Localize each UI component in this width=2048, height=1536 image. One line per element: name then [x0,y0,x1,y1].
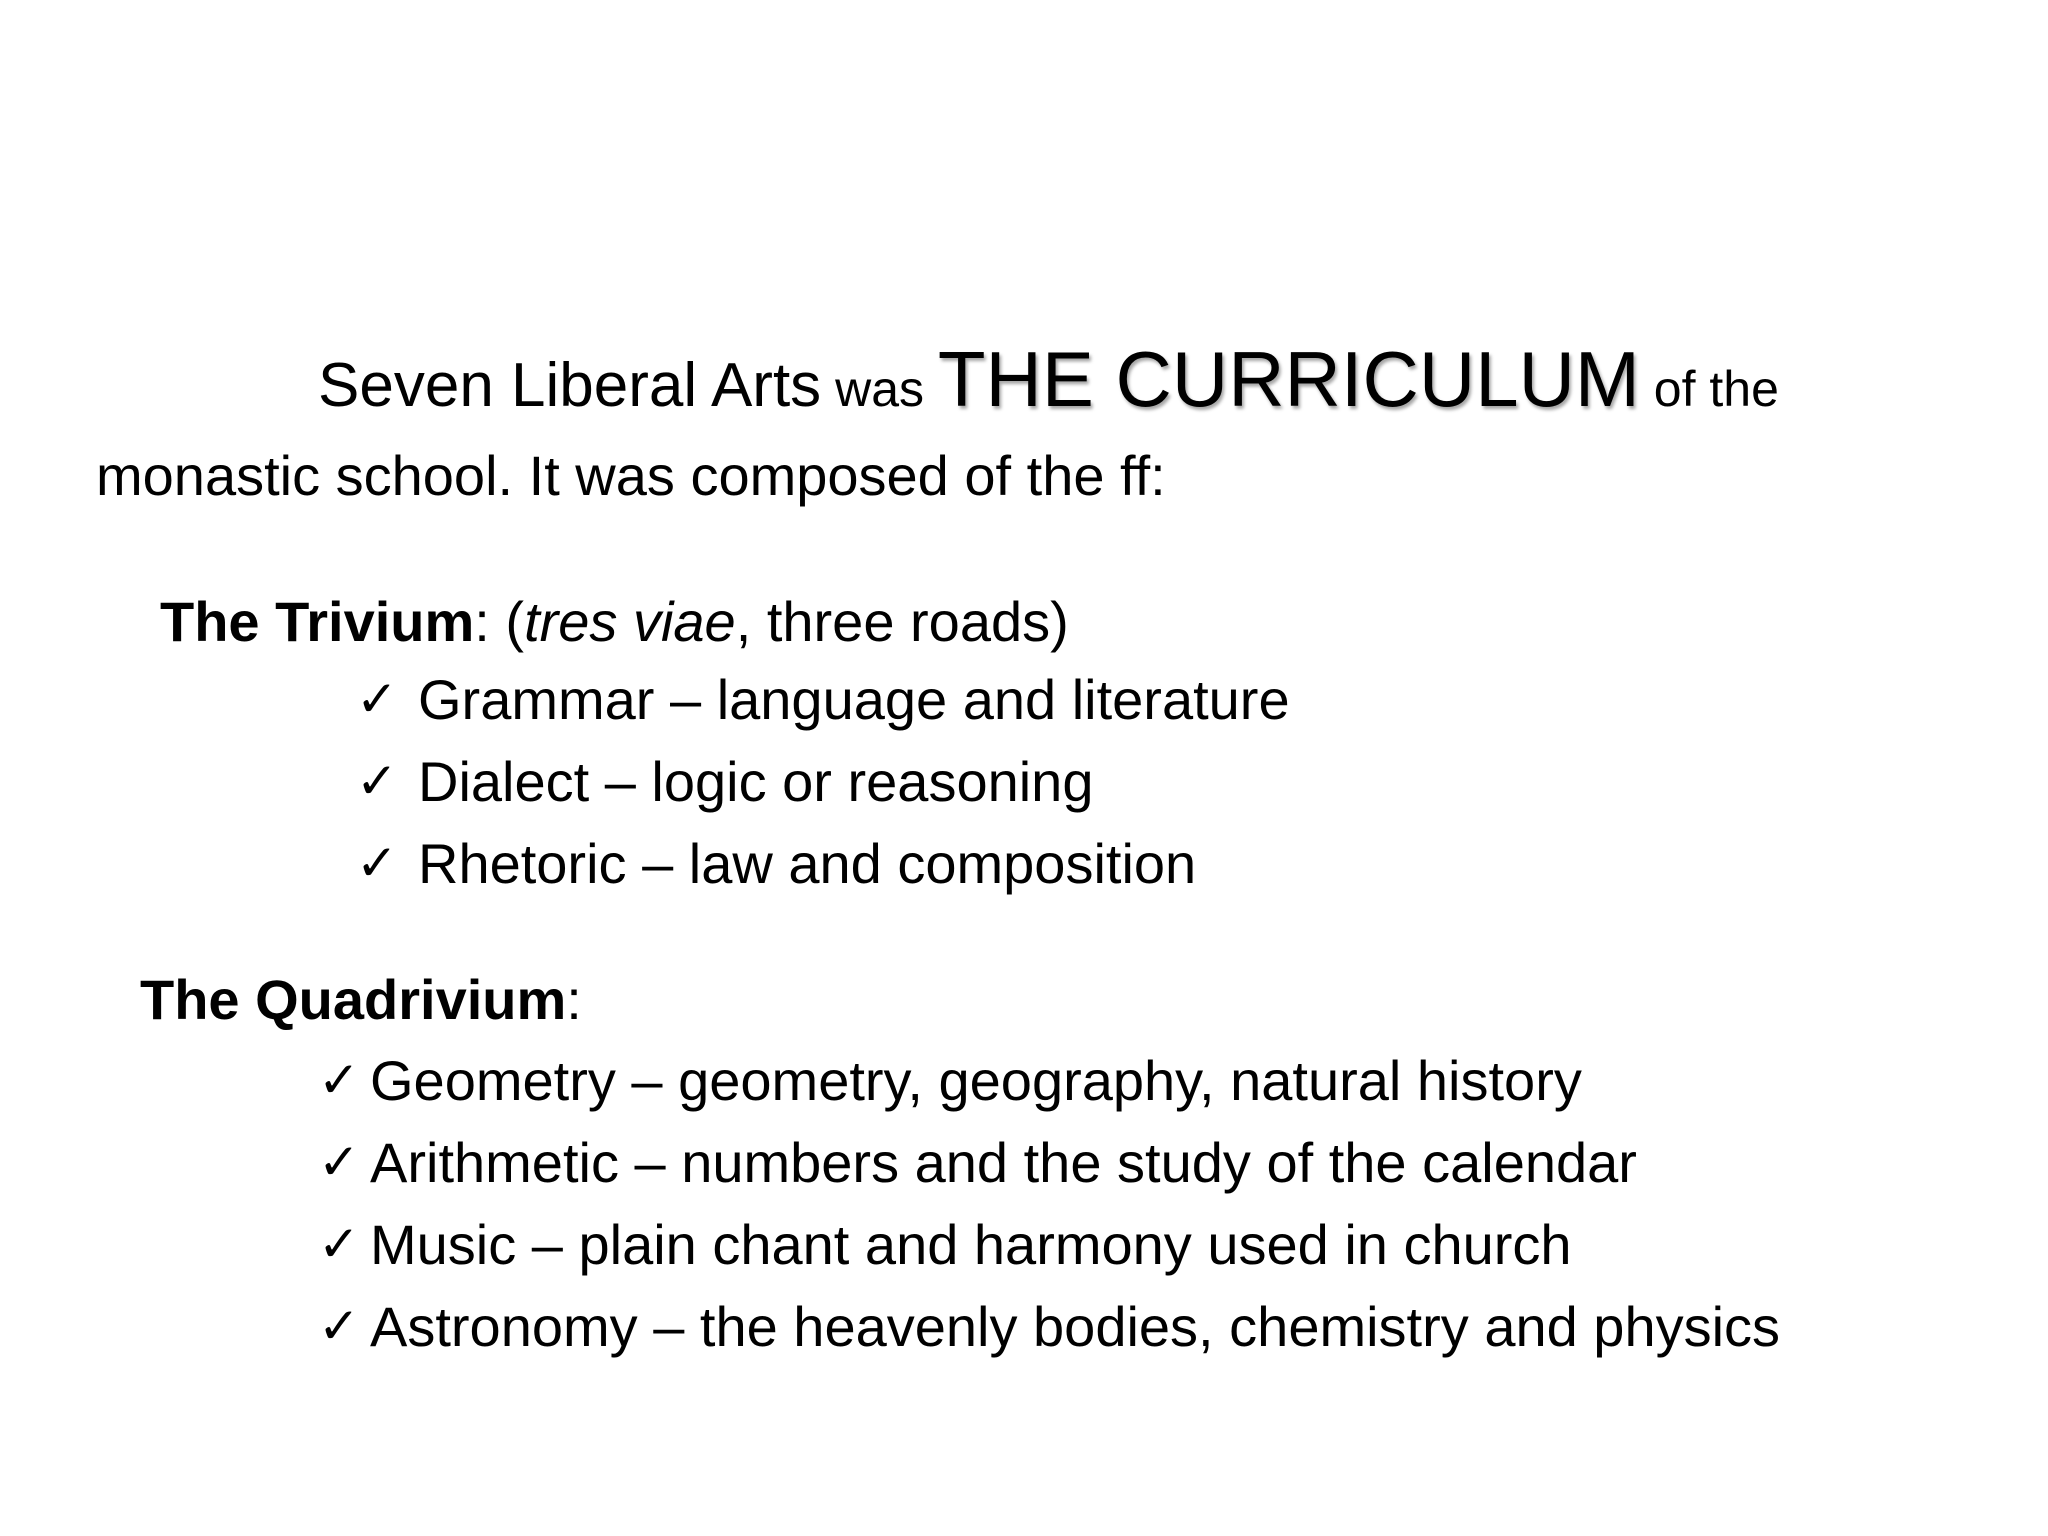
list-item-text: Rhetoric – law and composition [418,832,1197,895]
list-item-text: Dialect – logic or reasoning [418,750,1094,813]
intro-subject: Seven Liberal Arts [318,351,822,420]
checkmark-icon: ✓ [318,1134,360,1190]
list-item-text: Grammar – language and literature [418,668,1290,731]
intro-line-1 [318,335,1779,423]
list-item [318,1213,1780,1299]
checkmark-icon: ✓ [356,753,398,809]
intro-line-2: monastic school. It was composed of the ff: [96,444,1166,507]
trivium-translation: , three roads) [735,590,1069,653]
list-item-text: Geometry – geometry, geography, natural history [370,1049,1582,1112]
intro-emphasis: THE CURRICULUM [937,335,1640,423]
list-item-text: Music – plain chant and harmony used in church [370,1213,1572,1276]
intro-tail: of the [1639,361,1779,417]
quadrivium-list [318,1049,1781,1381]
list-item-text: Astronomy – the heavenly bodies, chemistry and physics [370,1295,1781,1358]
list-item [318,1049,1780,1135]
list-item [356,668,1290,754]
trivium-latin: tres viae [524,590,736,653]
list-item [318,1295,1781,1381]
checkmark-icon: ✓ [356,671,398,727]
quadrivium-heading [140,968,582,1031]
intro-connector: was [821,361,938,417]
checkmark-icon: ✓ [356,835,398,891]
trivium-separator: : ( [474,590,525,653]
quadrivium-title: The Quadrivium [140,968,567,1031]
trivium-heading [160,590,1069,653]
list-item-text: Arithmetic – numbers and the study of the calendar [370,1131,1637,1194]
list-item [318,1131,1780,1217]
list-item [356,750,1290,836]
quadrivium-separator: : [566,968,582,1031]
checkmark-icon: ✓ [318,1216,360,1272]
checkmark-icon: ✓ [318,1052,360,1108]
trivium-title: The Trivium [160,590,475,653]
checkmark-icon: ✓ [318,1298,360,1354]
trivium-list [356,668,1290,918]
list-item [356,832,1290,918]
